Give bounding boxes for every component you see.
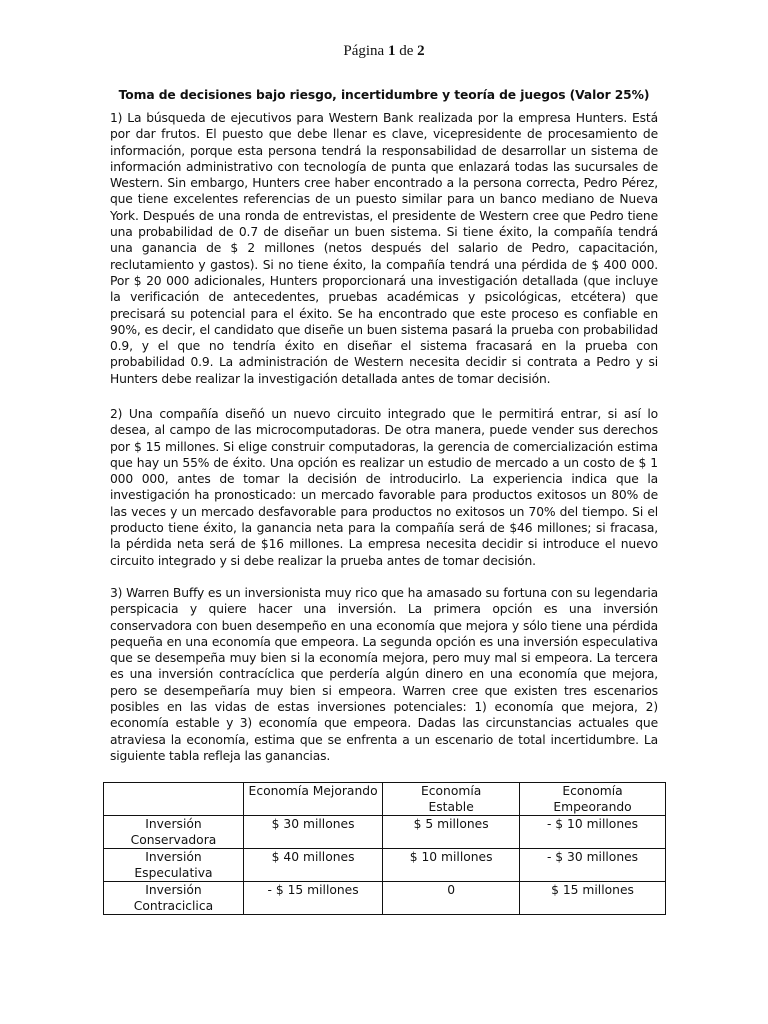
document-title: Toma de decisiones bajo riesgo, incertidumbre y teoría de juegos (Valor 25%) bbox=[118, 88, 650, 102]
table-header-row bbox=[104, 783, 666, 816]
table-cell: - $ 15 millones bbox=[243, 882, 382, 915]
problem-1-paragraph: 1) La búsqueda de ejecutivos para Western Bank realizada por la empresa Hunters. Está por dar frutos. El puesto que debe llenar es clave, vicepresidente de procesamiento de información, porque esta persona tendrá la responsabilidad de desarrollar un sistema de información administrativo con tecnología de punta que enlazará todas las sucursales de Western. Sin embargo, Hunters cree haber encontrado a la persona correcta, Pedro Pérez, que tiene excelentes referencias de un puesto similar para un banco mediano de Nueva York. Después de una ronda de entrevistas, el presidente de Western cree que Pedro tiene una probabilidad de 0.7 de diseñar un buen sistema. Si tiene éxito, la compañía tendrá una ganancia de $ 2 millones (netos después del salario de Pedro, capacitación, reclutamiento y gastos). Si no tiene éxito, la compañía tendrá una pérdida de $ 400 000. Por $ 20 000 adicionales, Hunters proporcionará una investigación detallada (que incluye la verificación de antecedentes, pruebas académicas y psicológicas, etcétera) que precisará su potencial para el éxito. Se ha encontrado que este proceso es confiable en 90%, es decir, el candidato que diseñe un buen sistema pasará la prueba con probabilidad 0.9, y el que no tendría éxito en diseñar el sistema fracasará en la prueba con probabilidad 0.9. La administración de Western necesita decidir si contrata a Pedro y si Hunters debe realizar la investigación detallada antes de tomar decisión. bbox=[110, 111, 658, 386]
payoff-table bbox=[103, 782, 666, 915]
page-label: Página bbox=[343, 43, 385, 59]
table-cell: $ 40 millones bbox=[243, 849, 382, 882]
table-row bbox=[104, 882, 666, 915]
table-cell: - $ 30 millones bbox=[520, 849, 666, 882]
table-corner-cell bbox=[104, 783, 244, 816]
row-label-conservadora: Inversión Conservadora bbox=[104, 816, 244, 849]
header-economia-estable: Economía Estable bbox=[383, 783, 520, 816]
table-cell: - $ 10 millones bbox=[520, 816, 666, 849]
table-cell: $ 5 millones bbox=[383, 816, 520, 849]
page-number: 1 bbox=[387, 43, 396, 59]
table-cell: $ 30 millones bbox=[243, 816, 382, 849]
problem-3-paragraph: 3) Warren Buffy es un inversionista muy rico que ha amasado su fortuna con su legendaria perspicacia y quiere hacer una inversión. La primera opción es una inversión conservadora con buen desempeño en una economía que mejora y sólo tiene una pérdida pequeña en una economía que empeora. La segunda opción es una inversión especulativa que se desempeña muy bien si la economía mejora, pero muy mal si empeora. La tercera es una inversión contracíclica que perdería algún dinero en una economía que mejora, pero se desempeñaría muy bien si empeora. Warren cree que existen tres escenarios posibles en las vidas de estas inversiones potenciales: 1) economía que mejora, 2) economía estable y 3) economía que empeora. Dadas las circunstancias actuales que atraviesa la economía, estima que se enfrenta a un escenario de total incertidumbre. La siguiente tabla refleja las ganancias. bbox=[110, 586, 659, 763]
problem-2-paragraph: 2) Una compañía diseñó un nuevo circuito integrado que le permitirá entrar, si así lo desea, al campo de las microcomputadoras. De otra manera, puede vender sus derechos por $ 15 millones. Si elige construir computadoras, la gerencia de comercialización estima que hay un 55% de éxito. Una opción es realizar un estudio de mercado a un costo de $ 1 000 000, antes de tomar la decisión de introducirlo. La experiencia indica que la investigación ha pronosticado: un mercado favorable para productos exitosos un 80% de las veces y un mercado desfavorable para productos no exitosos un 70% del tiempo. Si el producto tiene éxito, la ganancia neta para la compañía será de $46 millones; si fracasa, la pérdida neta será de $16 millones. La empresa necesita decidir si introduce el nuevo circuito integrado y si debe realizar la prueba antes de tomar decisión. bbox=[110, 407, 658, 568]
row-label-especulativa: Inversión Especulativa bbox=[104, 849, 244, 882]
header-economia-empeorando: Economía Empeorando bbox=[520, 783, 666, 816]
table-cell: 0 bbox=[383, 882, 520, 915]
page-header bbox=[0, 42, 768, 60]
table-cell: $ 10 millones bbox=[383, 849, 520, 882]
table-row bbox=[104, 849, 666, 882]
page-total: 2 bbox=[417, 43, 425, 59]
header-economia-mejorando: Economía Mejorando bbox=[243, 783, 382, 816]
of-label: de bbox=[399, 43, 414, 59]
table-row bbox=[104, 816, 666, 849]
row-label-contraciclica: Inversión Contraciclica bbox=[104, 882, 244, 915]
table-cell: $ 15 millones bbox=[520, 882, 666, 915]
